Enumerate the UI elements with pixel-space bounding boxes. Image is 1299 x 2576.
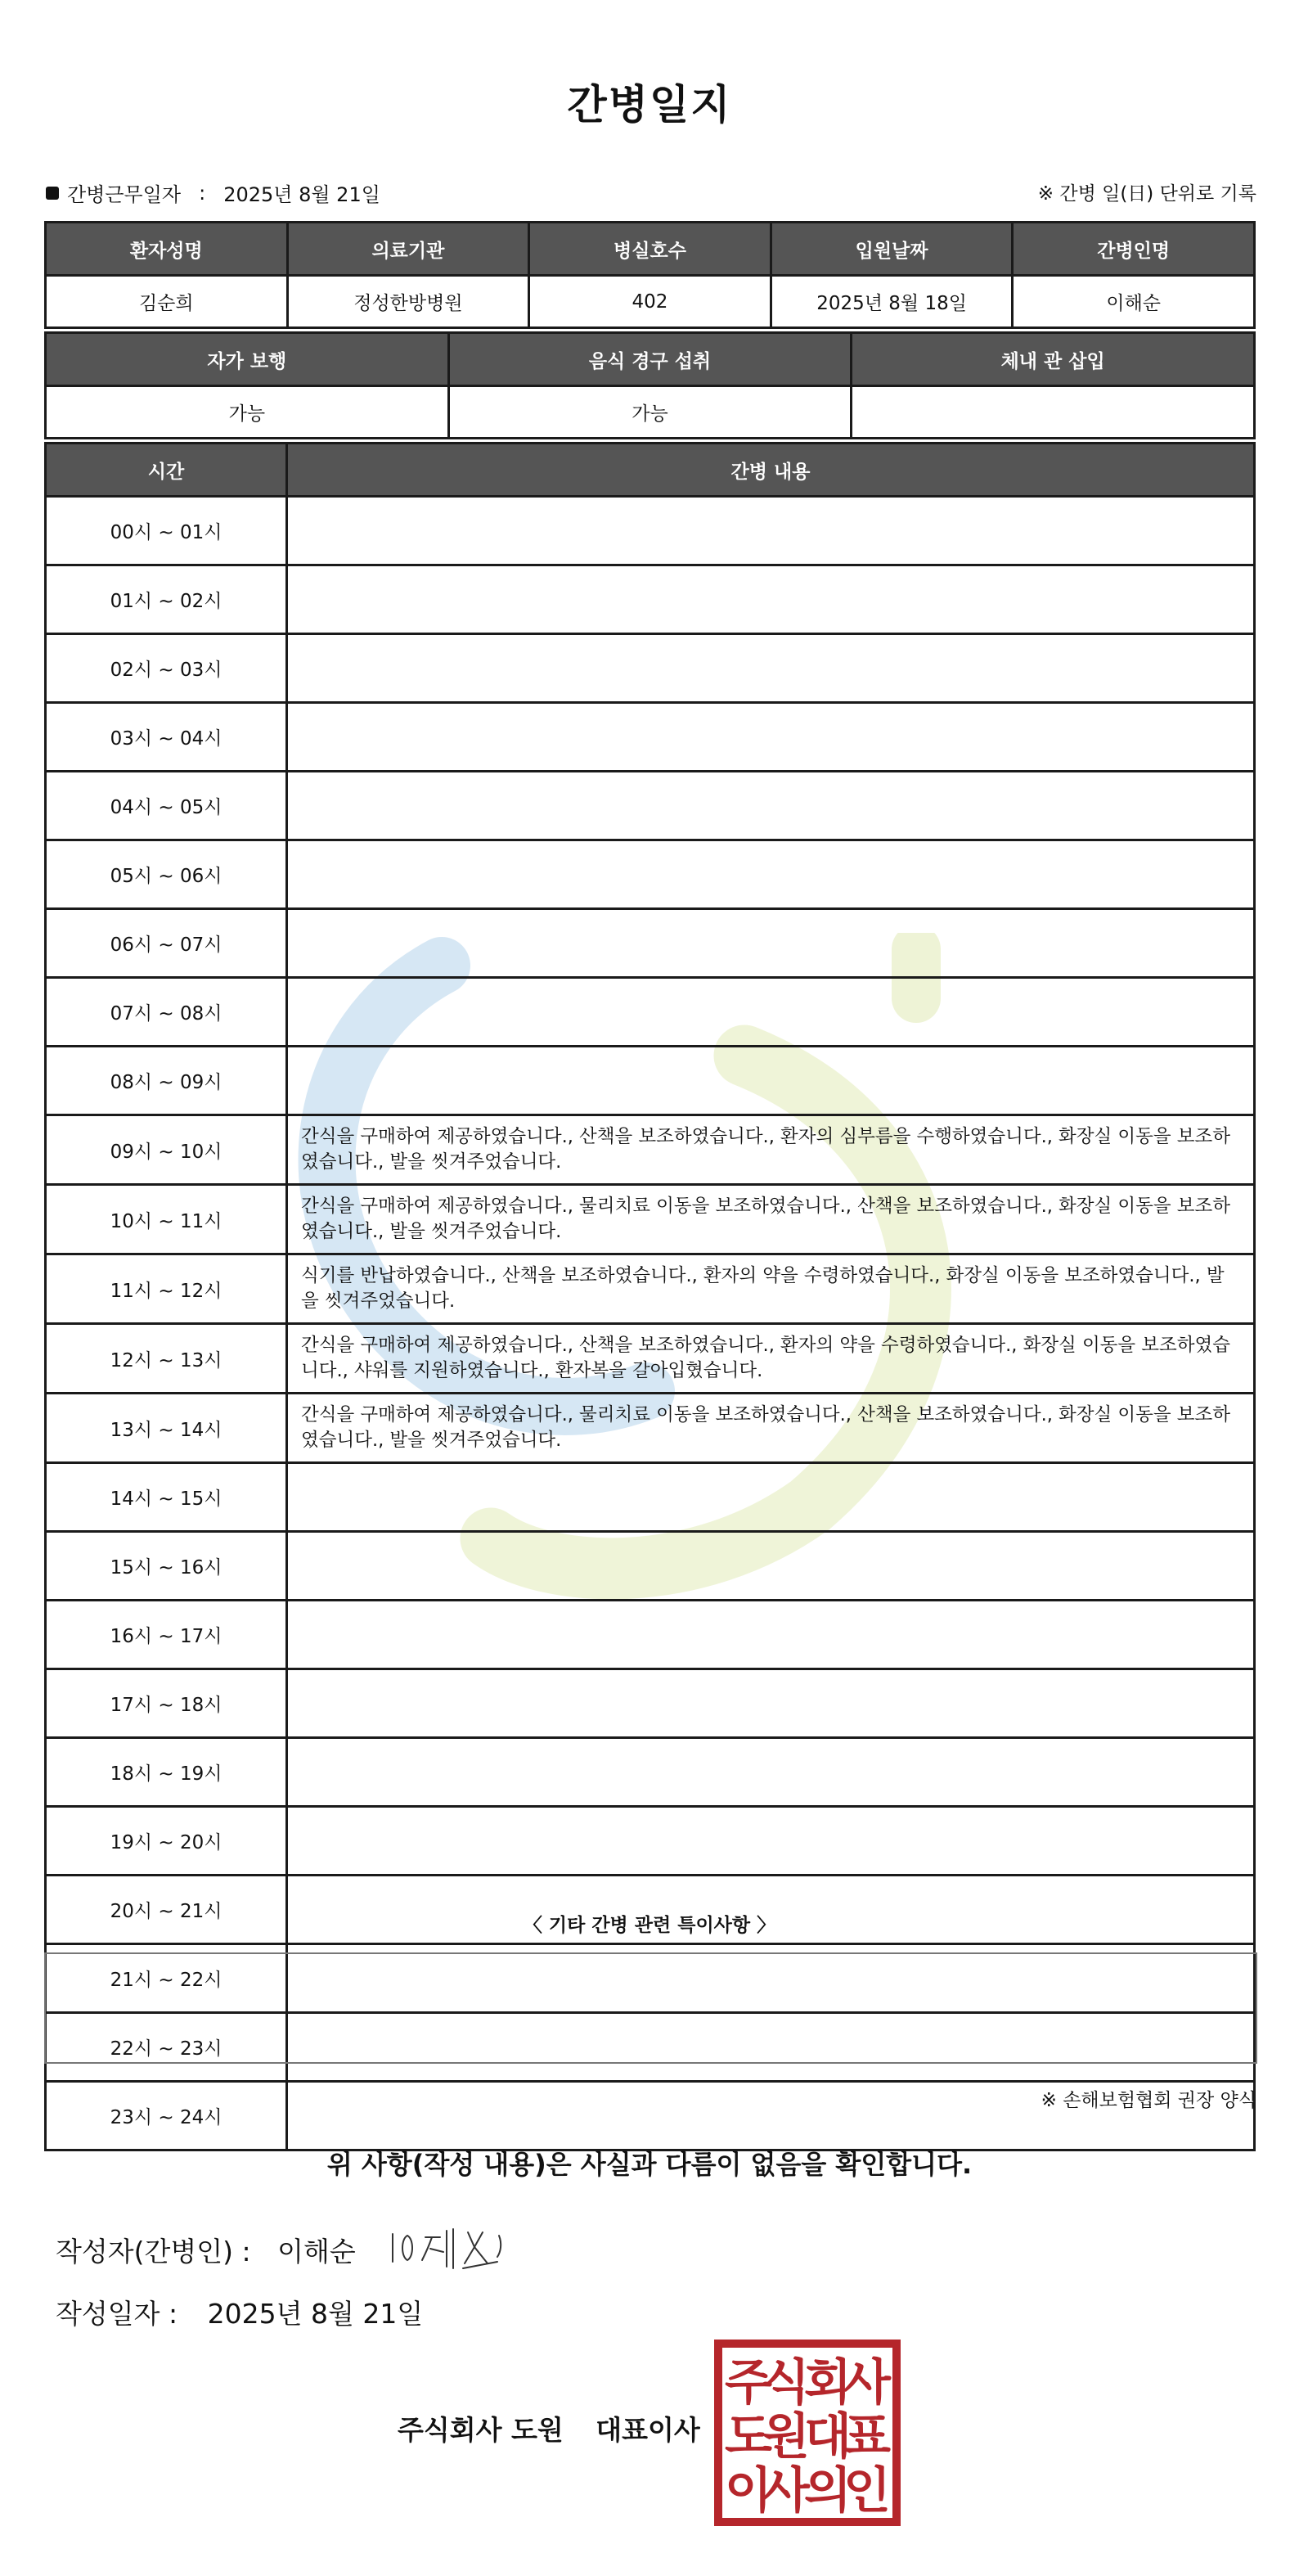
tube-insertion-value (852, 386, 1255, 439)
table-row (46, 1185, 1255, 1254)
patient-name: 김순희 (46, 276, 288, 328)
row-time: 20시 ~ 21시 (46, 1876, 287, 1944)
header-admission-date: 입원날짜 (771, 223, 1013, 276)
svg-text:이: 이 (725, 2462, 772, 2520)
svg-text:주: 주 (725, 2354, 772, 2412)
caregiver-name: 이해순 (1013, 276, 1255, 328)
svg-text:원: 원 (762, 2408, 810, 2466)
table-row (46, 1463, 1255, 1532)
writer-name: 이해순 (277, 2236, 356, 2268)
table-row (46, 1394, 1255, 1463)
row-care-content: 간식을 구매하여 제공하였습니다., 물리치료 이동을 보조하였습니다., 산책을 보조하였습니다., 화장실 이동을 보조하였습니다., 발을 씻겨주었습니다. (287, 1394, 1255, 1463)
table-row (46, 1669, 1255, 1738)
row-time: 07시 ~ 08시 (46, 978, 287, 1047)
row-time: 05시 ~ 06시 (46, 840, 287, 909)
work-date-label: 간병근무일자 (67, 183, 182, 206)
row-time: 17시 ~ 18시 (46, 1669, 287, 1738)
row-time: 09시 ~ 10시 (46, 1115, 287, 1185)
header-hospital: 의료기관 (287, 223, 529, 276)
row-care-content (287, 1669, 1255, 1738)
table-row (46, 1807, 1255, 1876)
row-care-content: 간식을 구매하여 제공하였습니다., 산책을 보조하였습니다., 환자의 약을 수령하였습니다., 화장실 이동을 보조하였습니다., 샤워를 지원하였습니다., 환자복을 갈아입혔습니다. (287, 1324, 1255, 1394)
header-self-walking: 자가 보행 (46, 333, 449, 386)
row-care-content (287, 1047, 1255, 1115)
table-row (46, 978, 1255, 1047)
row-time: 06시 ~ 07시 (46, 909, 287, 978)
row-care-content (287, 1532, 1255, 1601)
row-care-content: 간식을 구매하여 제공하였습니다., 물리치료 이동을 보조하였습니다., 산책을 보조하였습니다., 화장실 이동을 보조하였습니다., 발을 씻겨주었습니다. (287, 1185, 1255, 1254)
header-caregiver-name: 간병인명 (1013, 223, 1255, 276)
table-row (46, 565, 1255, 634)
row-time: 19시 ~ 20시 (46, 1807, 287, 1876)
table-row (46, 840, 1255, 909)
row-time: 08시 ~ 09시 (46, 1047, 287, 1115)
row-time: 14시 ~ 15시 (46, 1463, 287, 1532)
header-oral-intake: 음식 경구 섭취 (448, 333, 852, 386)
svg-text:대: 대 (804, 2408, 852, 2466)
header-tube-insertion: 체내 관 삽입 (852, 333, 1255, 386)
writer-label: 작성자(간병인) : (56, 2236, 251, 2268)
row-time: 18시 ~ 19시 (46, 1738, 287, 1807)
svg-text:사: 사 (843, 2354, 891, 2412)
row-care-content (287, 1463, 1255, 1532)
company-seal (713, 2339, 901, 2527)
row-time: 01시 ~ 02시 (46, 565, 287, 634)
written-date-label: 작성일자 : (56, 2298, 178, 2330)
row-time: 13시 ~ 14시 (46, 1394, 287, 1463)
handwritten-signature (383, 2219, 514, 2277)
header-patient-name: 환자성명 (46, 223, 288, 276)
admission-date: 2025년 8월 18일 (771, 276, 1013, 328)
row-care-content (287, 840, 1255, 909)
header-room-number: 병실호수 (529, 223, 771, 276)
row-care-content: 식기를 반납하였습니다., 산책을 보조하였습니다., 환자의 약을 수령하였습니다., 화장실 이동을 보조하였습니다., 발을 씻겨주었습니다. (287, 1254, 1255, 1324)
row-time: 12시 ~ 13시 (46, 1324, 287, 1394)
table-row (46, 1115, 1255, 1185)
written-date-value: 2025년 8월 21일 (207, 2298, 424, 2330)
row-time: 11시 ~ 12시 (46, 1254, 287, 1324)
writer-line (56, 2231, 356, 2269)
row-care-content: 간식을 구매하여 제공하였습니다., 산책을 보조하였습니다., 환자의 심부름을 수행하였습니다., 화장실 이동을 보조하였습니다., 발을 씻겨주었습니다. (287, 1115, 1255, 1185)
special-notes-box (44, 1952, 1257, 2064)
company-name: 주식회사 도원 (398, 2414, 564, 2446)
confirmation-statement: 위 사항(작성 내용)은 사실과 다름이 없음을 확인합니다. (326, 2149, 973, 2180)
patient-status-table (44, 331, 1256, 439)
svg-text:표: 표 (843, 2408, 891, 2466)
row-time: 23시 ~ 24시 (46, 2082, 287, 2150)
row-care-content (287, 703, 1255, 772)
row-care-content (287, 978, 1255, 1047)
patient-info-table (44, 221, 1256, 329)
svg-text:의: 의 (804, 2462, 852, 2520)
table-row (46, 1254, 1255, 1324)
work-date-value: 2025년 8월 21일 (223, 183, 380, 206)
table-row (46, 909, 1255, 978)
table-row (46, 1601, 1255, 1669)
row-time: 22시 ~ 23시 (46, 2013, 287, 2082)
row-time: 00시 ~ 01시 (46, 497, 287, 565)
header-care-content: 간병 내용 (287, 444, 1255, 497)
table-row (46, 497, 1255, 565)
svg-text:사: 사 (762, 2462, 810, 2520)
row-time: 02시 ~ 03시 (46, 634, 287, 703)
svg-text:식: 식 (762, 2354, 810, 2412)
record-unit-note: ※ 간병 일(日) 단위로 기록 (1037, 183, 1256, 205)
written-date-line (56, 2293, 423, 2331)
company-line (398, 2409, 700, 2448)
row-time: 04시 ~ 05시 (46, 772, 287, 840)
care-log-table (44, 442, 1256, 2151)
table-row (46, 1047, 1255, 1115)
row-care-content (287, 1807, 1255, 1876)
room-number: 402 (529, 276, 771, 328)
row-time: 21시 ~ 22시 (46, 1944, 287, 2013)
page-title: 간병일지 (567, 81, 732, 128)
row-care-content (287, 497, 1255, 565)
table-row (46, 634, 1255, 703)
row-care-content (287, 909, 1255, 978)
svg-text:도: 도 (725, 2408, 772, 2466)
table-row (46, 703, 1255, 772)
work-date-line (46, 178, 380, 207)
bullet-icon (46, 187, 59, 200)
row-time: 16시 ~ 17시 (46, 1601, 287, 1669)
row-time: 15시 ~ 16시 (46, 1532, 287, 1601)
table-row (46, 1738, 1255, 1807)
recommend-note: ※ 손해보험협회 권장 양식 (1041, 2090, 1256, 2111)
row-care-content (287, 1738, 1255, 1807)
self-walking-value: 가능 (46, 386, 449, 439)
care-log-rows (46, 497, 1255, 2150)
row-care-content (287, 772, 1255, 840)
row-time: 10시 ~ 11시 (46, 1185, 287, 1254)
row-time: 03시 ~ 04시 (46, 703, 287, 772)
header-time: 시간 (46, 444, 287, 497)
special-notes-title: 〈 기타 간병 관련 특이사항 〉 (523, 1915, 776, 1936)
svg-text:인: 인 (843, 2462, 891, 2520)
row-care-content (287, 565, 1255, 634)
table-row (46, 772, 1255, 840)
row-care-content (287, 634, 1255, 703)
row-care-content (287, 1601, 1255, 1669)
work-date-separator: : (199, 181, 206, 205)
hospital-name: 정성한방병원 (287, 276, 529, 328)
table-row (46, 1532, 1255, 1601)
table-row (46, 1324, 1255, 1394)
company-role: 대표이사 (596, 2414, 700, 2446)
oral-intake-value: 가능 (448, 386, 852, 439)
svg-text:회: 회 (804, 2354, 852, 2412)
